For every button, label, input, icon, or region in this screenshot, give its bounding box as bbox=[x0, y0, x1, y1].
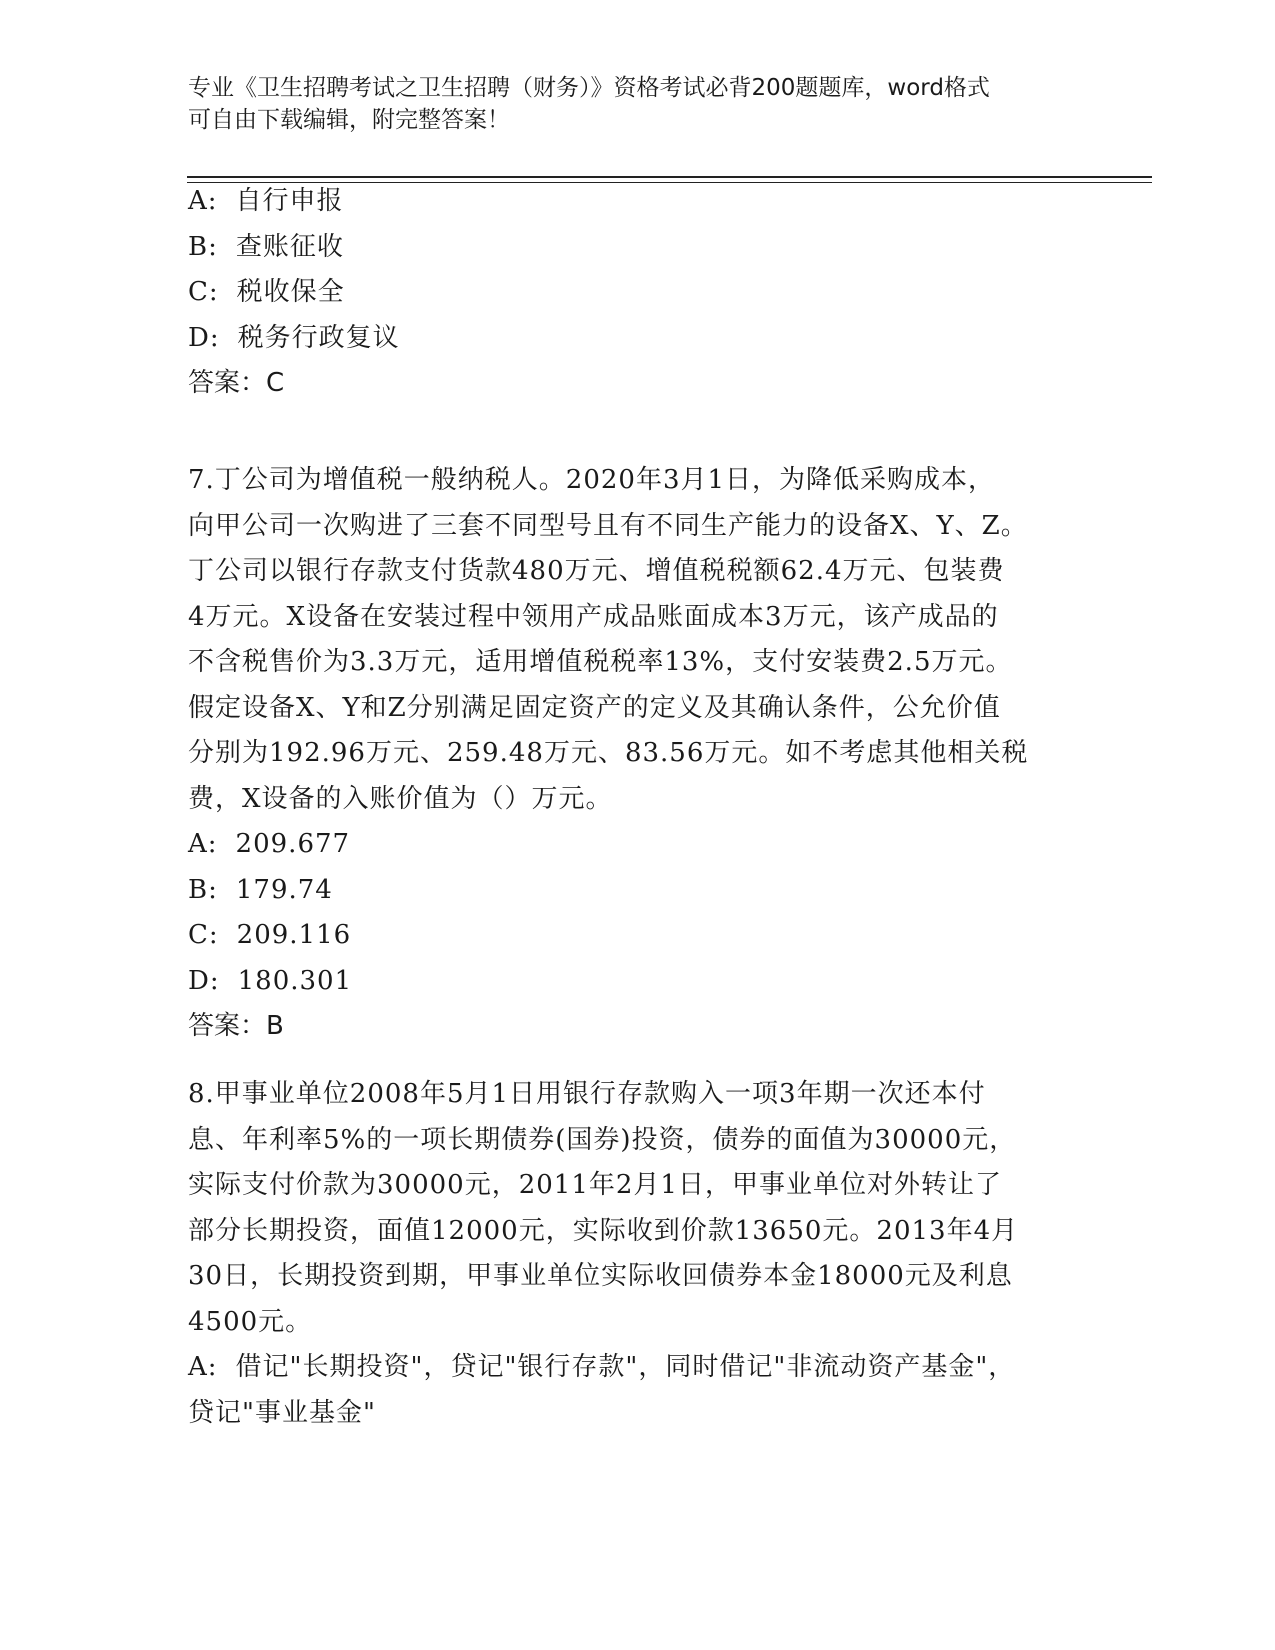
option-text: 税务行政复议 bbox=[237, 322, 400, 353]
question-text-line: 不含税售价为3.3万元，适用增值税税率13%，支付安装费2.5万元。 bbox=[188, 647, 1013, 677]
question-text-line: 部分长期投资，面值12000元，实际收到价款13650元。2013年4月 bbox=[188, 1215, 1019, 1246]
option-text: 179.74 bbox=[235, 874, 333, 905]
header-title-line-2: 可自由下载编辑，附完整答案！ bbox=[188, 107, 510, 133]
question-text-line: 4万元。X设备在安装过程中领用产成品账面成本3万元，该产成品的 bbox=[188, 601, 999, 632]
option-text: 借记"长期投资"，贷记"银行存款"，同时借记"非流动资产基金"， bbox=[235, 1352, 1016, 1382]
option-d bbox=[188, 959, 1088, 1005]
option-c bbox=[188, 270, 1088, 316]
question-text-line: 4500元。 bbox=[188, 1306, 313, 1337]
question-text-line: 息、年利率5%的一项长期债券(国券)投资，债券的面值为30000元， bbox=[188, 1124, 1017, 1155]
question-text-line: 7.丁公司为增值税一般纳税人。2020年3月1日，为降低采购成本， bbox=[188, 465, 996, 495]
option-a bbox=[188, 822, 1088, 868]
answer-line: 答案：B bbox=[188, 1011, 284, 1041]
question-text-line: 实际支付价款为30000元，2011年2月1日，甲事业单位对外转让了 bbox=[188, 1170, 1002, 1200]
option-label: D: bbox=[188, 965, 220, 996]
question-text-line: 费，X设备的入账价值为（）万元。 bbox=[188, 783, 613, 814]
option-text: 209.116 bbox=[236, 920, 352, 950]
option-label: C: bbox=[188, 920, 219, 950]
question-8 bbox=[188, 1072, 1088, 1436]
answer-line: 答案：C bbox=[188, 368, 285, 398]
option-label: A: bbox=[188, 1352, 218, 1382]
option-label: C: bbox=[188, 277, 219, 307]
option-label: D: bbox=[188, 322, 220, 353]
question-text-line: 8.甲事业单位2008年5月1日用银行存款购入一项3年期一次还本付 bbox=[188, 1079, 986, 1109]
option-a-continued: 贷记"事业基金" bbox=[188, 1397, 376, 1428]
option-b bbox=[188, 868, 1088, 914]
question-text-line: 向甲公司一次购进了三套不同型号且有不同生产能力的设备X、Y、Z。 bbox=[188, 510, 1028, 541]
question-7 bbox=[188, 458, 1088, 1049]
question-text-line: 丁公司以银行存款支付货款480万元、增值税税额62.4万元、包装费 bbox=[188, 556, 1005, 586]
option-label: B: bbox=[188, 231, 218, 262]
option-text: 查账征收 bbox=[235, 231, 344, 262]
option-label: A: bbox=[188, 829, 218, 859]
option-label: A: bbox=[188, 186, 218, 216]
option-a bbox=[188, 179, 1088, 225]
option-text: 税收保全 bbox=[236, 277, 345, 307]
question-6-options bbox=[188, 179, 1088, 406]
question-text-line: 分别为192.96万元、259.48万元、83.56万元。如不考虑其他相关税 bbox=[188, 738, 1029, 768]
question-text-line: 30日，长期投资到期，甲事业单位实际收回债券本金18000元及利息 bbox=[188, 1261, 1013, 1291]
question-text-line: 假定设备X、Y和Z分别满足固定资产的定义及其确认条件，公允价值 bbox=[188, 692, 1001, 723]
option-text: 209.677 bbox=[235, 829, 351, 859]
option-d bbox=[188, 316, 1088, 362]
option-b bbox=[188, 225, 1088, 271]
header-divider-thick bbox=[187, 176, 1152, 178]
header-title-line-1: 专业《卫生招聘考试之卫生招聘（财务）》资格考试必背200题题库，word格式 bbox=[188, 75, 990, 101]
option-text: 180.301 bbox=[237, 965, 353, 996]
option-c bbox=[188, 913, 1088, 959]
option-a bbox=[188, 1345, 1088, 1391]
option-label: B: bbox=[188, 874, 218, 905]
option-text: 自行申报 bbox=[235, 186, 344, 216]
